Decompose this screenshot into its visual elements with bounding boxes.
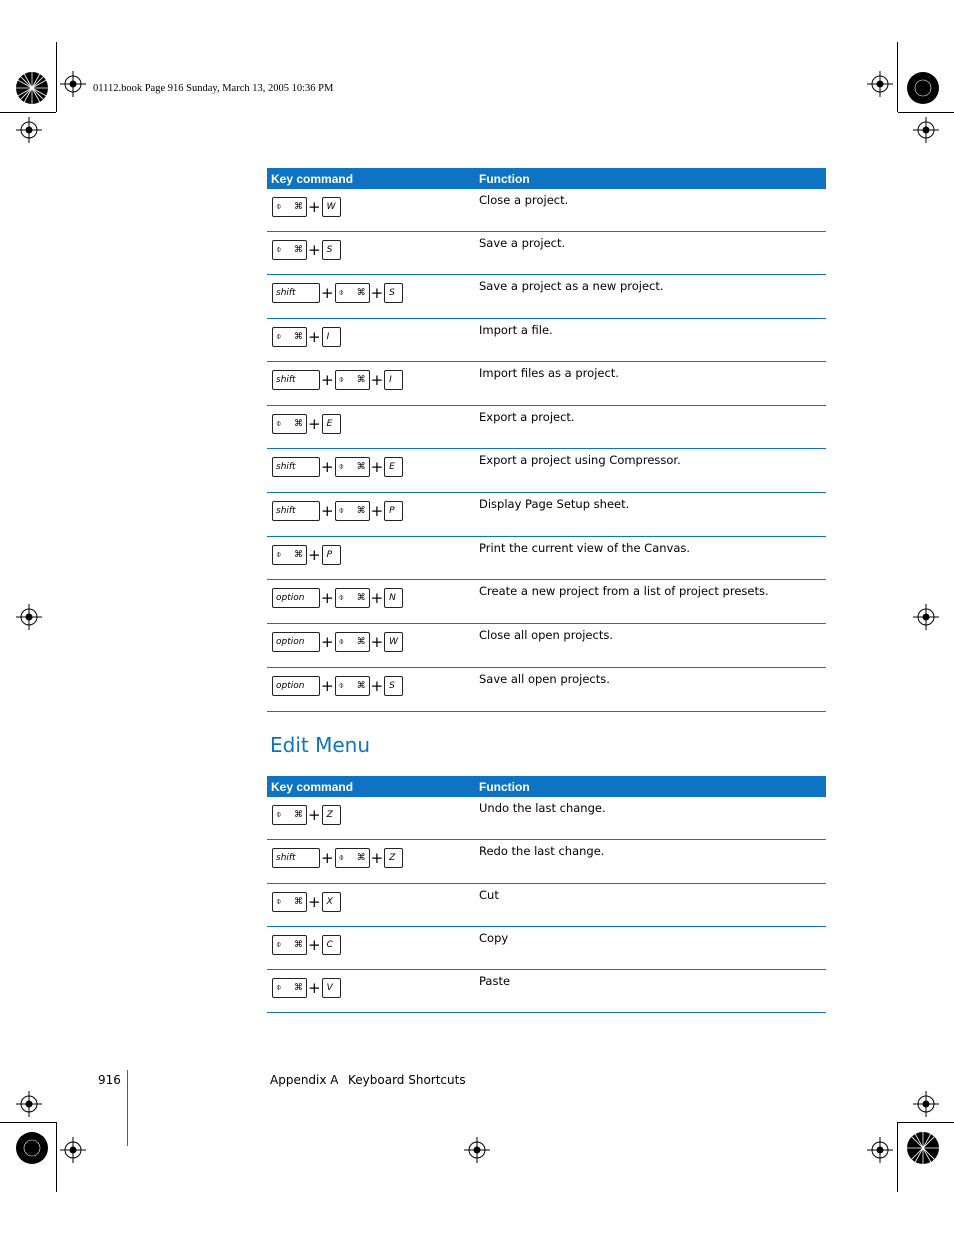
plus-sign: + [321,284,334,302]
crosshair-icon [60,1137,86,1163]
key-combo-cell [267,232,475,275]
column-header-key-command: Key command [267,168,475,189]
command-key [272,935,307,955]
key-combo [272,805,475,825]
key-combo-cell [267,319,475,362]
letter-key: V [322,978,341,998]
modifier-key-shift: shift [272,848,320,868]
key-combo-cell [267,189,475,232]
apple-icon: ⌽ [276,202,282,212]
key-combo [272,457,475,477]
crop-mark [0,1122,56,1123]
crosshair-icon [867,1137,893,1163]
function-description: Cut [475,884,826,927]
command-key [335,501,370,521]
command-key [272,892,307,912]
command-key [335,588,370,608]
crosshair-icon [16,117,42,143]
apple-icon: ⌽ [276,419,282,429]
table-row [267,319,826,362]
apple-icon: ⌽ [276,940,282,950]
key-combo-cell [267,406,475,449]
key-combo [272,414,475,434]
modifier-key-shift: shift [272,457,320,477]
key-combo [272,848,475,868]
command-key [335,676,370,696]
letter-key: P [322,545,341,565]
function-description: Display Page Setup sheet. [475,493,826,537]
crop-mark [897,42,898,112]
crosshair-icon [867,71,893,97]
key-combo [272,240,475,260]
apple-icon: ⌽ [276,245,282,255]
modifier-key-shift: shift [272,501,320,521]
command-key [272,197,307,217]
plus-sign: + [370,371,384,389]
key-combo-cell [267,493,475,537]
letter-key: N [384,588,403,608]
function-description: Export a project using Compressor. [475,449,826,493]
command-icon: ⌘ [294,550,303,560]
plus-sign: + [321,677,334,695]
function-description: Create a new project from a list of project presets. [475,580,826,624]
plus-sign: + [308,328,321,346]
letter-key: P [384,501,403,521]
book-stamp: 01112.book Page 916 Sunday, March 13, 2005 10:36 PM [93,83,334,94]
plus-sign: + [308,546,321,564]
command-icon: ⌘ [356,681,366,691]
table-row [267,493,826,537]
plus-sign: + [308,241,321,259]
command-key [335,848,370,868]
letter-key: E [384,457,403,477]
plus-sign: + [321,502,334,520]
command-key [272,240,307,260]
key-combo [272,197,475,217]
function-description: Redo the last change. [475,840,826,884]
apple-icon: ⌽ [338,637,344,647]
crop-mark [56,42,57,112]
key-combo [272,370,475,390]
key-combo-cell [267,537,475,580]
table-row [267,970,826,1013]
key-combo [272,501,475,521]
footer-chapter-link[interactable]: Keyboard Shortcuts [348,1073,466,1087]
table-row [267,840,826,884]
column-header-function: Function [475,168,826,189]
function-description: Export a project. [475,406,826,449]
function-description: Save a project. [475,232,826,275]
apple-icon: ⌽ [276,897,282,907]
key-combo [272,632,475,652]
letter-key: W [322,197,341,217]
plus-sign: + [321,633,334,651]
page-number: 916 [98,1073,121,1087]
command-icon: ⌘ [356,462,366,472]
table-row [267,189,826,232]
key-combo-cell [267,840,475,884]
apple-icon: ⌽ [338,506,344,516]
command-icon: ⌘ [356,637,366,647]
table-row [267,406,826,449]
function-description: Save a project as a new project. [475,275,826,319]
apple-icon: ⌽ [276,810,282,820]
letter-key: C [322,935,341,955]
key-combo [272,978,475,998]
key-combo-cell [267,797,475,840]
crosshair-icon [60,71,86,97]
plus-sign: + [308,198,321,216]
apple-icon: ⌽ [338,853,344,863]
command-icon: ⌘ [356,506,366,516]
plus-sign: + [308,979,321,997]
key-command-table [267,776,826,1013]
apple-icon: ⌽ [338,288,344,298]
letter-key: S [384,283,403,303]
plus-sign: + [370,849,384,867]
command-icon: ⌘ [356,375,366,385]
apple-icon: ⌽ [276,550,282,560]
plus-sign: + [370,284,384,302]
command-icon: ⌘ [294,202,303,212]
command-icon: ⌘ [294,940,303,950]
key-combo-cell [267,927,475,970]
plus-sign: + [370,458,384,476]
table-row [267,537,826,580]
modifier-key-shift: shift [272,283,320,303]
table-row [267,624,826,668]
plus-sign: + [308,415,321,433]
plus-sign: + [321,371,334,389]
plus-sign: + [308,806,321,824]
letter-key: W [384,632,403,652]
key-combo-cell [267,580,475,624]
modifier-key-option: option [272,676,320,696]
function-description: Close a project. [475,189,826,232]
apple-icon: ⌽ [276,332,282,342]
letter-key: X [322,892,341,912]
registration-mark-icon [14,70,50,106]
apple-icon: ⌽ [338,681,344,691]
key-combo [272,676,475,696]
key-combo-cell [267,362,475,406]
function-description: Paste [475,970,826,1013]
registration-mark-icon [905,1130,941,1166]
crosshair-icon [913,117,939,143]
command-key [272,978,307,998]
plus-sign: + [370,502,384,520]
table-row [267,449,826,493]
command-icon: ⌘ [356,593,366,603]
table-row [267,797,826,840]
key-combo-cell [267,275,475,319]
modifier-key-option: option [272,632,320,652]
plus-sign: + [321,589,334,607]
table-row [267,362,826,406]
function-description: Import a file. [475,319,826,362]
command-key [272,414,307,434]
crosshair-icon [464,1137,490,1163]
key-combo [272,588,475,608]
key-combo [272,283,475,303]
crop-mark [56,1122,57,1192]
letter-key: I [322,327,341,347]
crop-mark [897,1122,898,1192]
crosshair-icon [16,1091,42,1117]
command-icon: ⌘ [294,810,303,820]
function-description: Undo the last change. [475,797,826,840]
table-row [267,884,826,927]
table-row [267,232,826,275]
table-row [267,927,826,970]
column-header-key-command: Key command [267,776,475,797]
command-icon: ⌘ [356,288,366,298]
footer-divider [127,1070,128,1146]
table-header-row [267,168,826,189]
crosshair-icon [913,1091,939,1117]
crop-mark [898,1122,954,1123]
registration-mark-icon [14,1130,50,1166]
command-icon: ⌘ [294,419,303,429]
plus-sign: + [308,893,321,911]
column-header-function: Function [475,776,826,797]
key-combo-cell [267,884,475,927]
table-row [267,275,826,319]
table-row [267,668,826,712]
apple-icon: ⌽ [338,593,344,603]
plus-sign: + [370,677,384,695]
key-combo-cell [267,449,475,493]
command-icon: ⌘ [294,332,303,342]
command-key [272,327,307,347]
crosshair-icon [16,604,42,630]
command-key [335,632,370,652]
modifier-key-option: option [272,588,320,608]
letter-key: I [384,370,403,390]
command-key [335,370,370,390]
key-combo-cell [267,624,475,668]
apple-icon: ⌽ [338,375,344,385]
key-combo-cell [267,668,475,712]
key-combo [272,892,475,912]
command-key [272,545,307,565]
function-description: Close all open projects. [475,624,826,668]
letter-key: Z [322,805,341,825]
plus-sign: + [321,458,334,476]
function-description: Copy [475,927,826,970]
key-combo [272,935,475,955]
command-icon: ⌘ [294,983,303,993]
function-description: Import files as a project. [475,362,826,406]
apple-icon: ⌽ [276,983,282,993]
key-command-table [267,168,826,712]
table-row [267,580,826,624]
key-combo-cell [267,970,475,1013]
letter-key: Z [384,848,403,868]
key-combo [272,327,475,347]
key-combo [272,545,475,565]
letter-key: E [322,414,341,434]
letter-key: S [322,240,341,260]
command-key [335,457,370,477]
command-key [272,805,307,825]
table-header-row [267,776,826,797]
command-icon: ⌘ [294,897,303,907]
crosshair-icon [913,604,939,630]
modifier-key-shift: shift [272,370,320,390]
apple-icon: ⌽ [338,462,344,472]
function-description: Save all open projects. [475,668,826,712]
plus-sign: + [308,936,321,954]
crop-mark [0,112,56,113]
command-key [335,283,370,303]
plus-sign: + [370,633,384,651]
function-description: Print the current view of the Canvas. [475,537,826,580]
plus-sign: + [370,589,384,607]
registration-mark-icon [905,70,941,106]
letter-key: S [384,676,403,696]
command-icon: ⌘ [294,245,303,255]
footer-appendix: Appendix A [270,1073,339,1087]
crop-mark [898,112,954,113]
section-title: Edit Menu [270,733,370,757]
plus-sign: + [321,849,334,867]
command-icon: ⌘ [356,853,366,863]
